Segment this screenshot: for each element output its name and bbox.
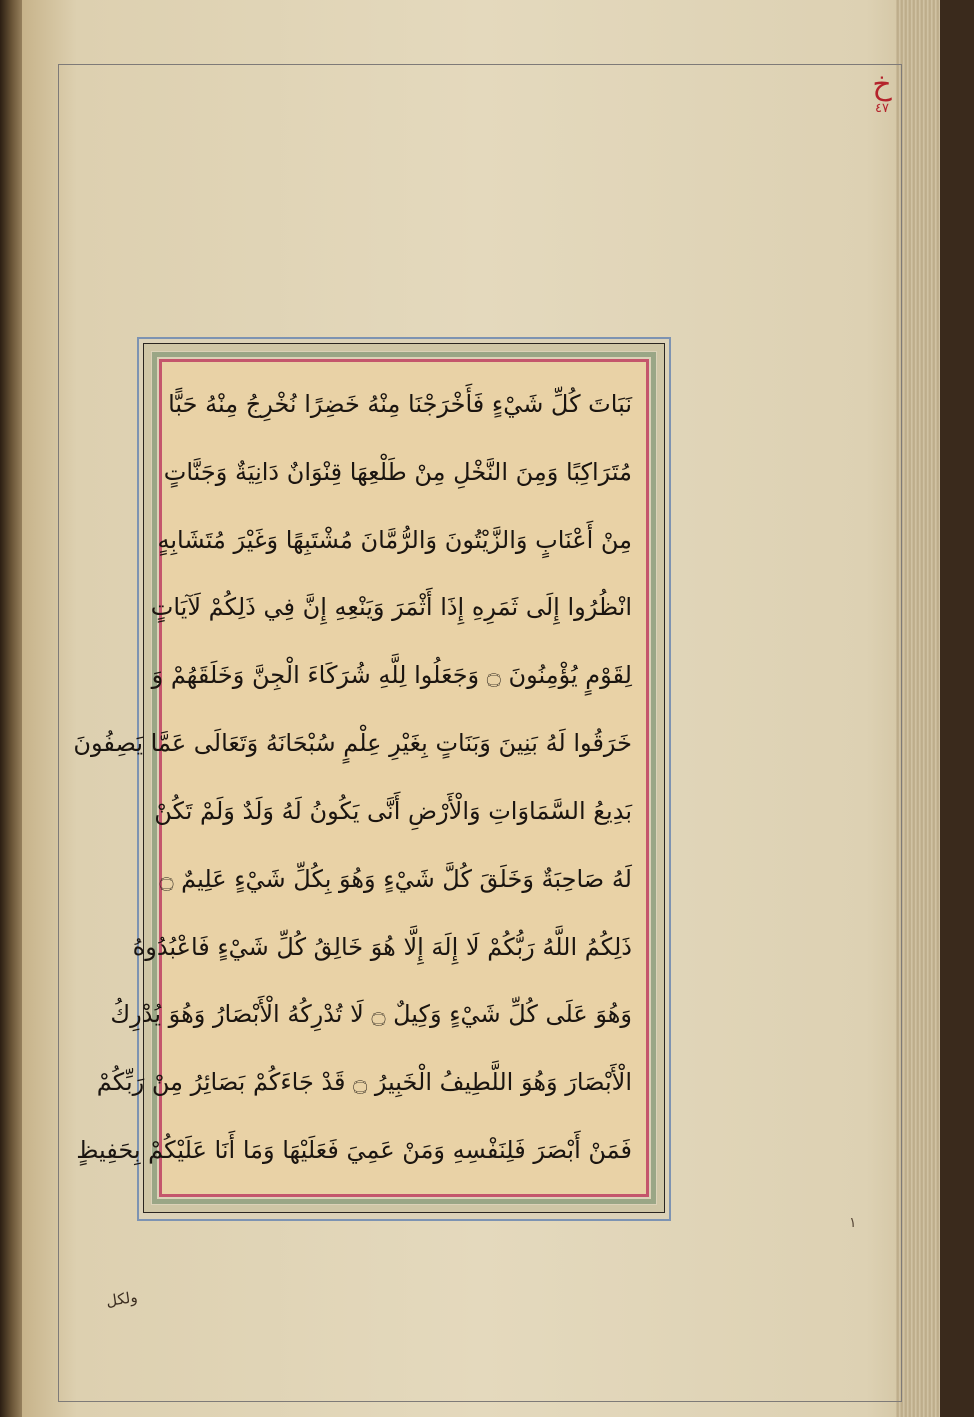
quran-text-block: [73, 372, 640, 1186]
text-line: مِنْ أَعْنَابٍ وَالزَّيْتُونَ وَالرُّمَّانَ مُشْتَبِهًا وَغَيْرَ مُتَشَابِهٍ: [157, 525, 632, 554]
text-line: نَبَاتَ كُلِّ شَيْءٍ فَأَخْرَجْنَا مِنْهُ خَضِرًا نُخْرِجُ مِنْهُ حَبًّا: [168, 390, 632, 418]
catchword: ولكل: [104, 1287, 139, 1311]
folio-letter: خ: [872, 67, 892, 102]
folio-number: [862, 67, 902, 116]
text-line: بَدِيعُ السَّمَاوَاتِ وَالْأَرْضِ أَنَّى يَكُونُ لَهُ وَلَدٌ وَلَمْ تَكُنْ: [154, 796, 632, 825]
text-line: الْأَبْصَارَ وَهُوَ اللَّطِيفُ الْخَبِيرُ ۝ قَدْ جَاءَكُمْ بَصَائِرُ مِنْ رَبِّكُمْ: [96, 1068, 632, 1097]
page-edges: [896, 0, 940, 1417]
text-line: وَهُوَ عَلَى كُلِّ شَيْءٍ وَكِيلٌ ۝ لَا تُدْرِكُهُ الْأَبْصَارُ وَهُوَ يُدْرِكُ: [110, 1000, 632, 1029]
text-line: لِقَوْمٍ يُؤْمِنُونَ ۝ وَجَعَلُوا لِلَّهِ شُرَكَاءَ الْجِنَّ وَخَلَقَهُمْ وَ: [151, 661, 632, 690]
margin-mark: ١: [849, 1215, 857, 1231]
text-line: انْظُرُوا إِلَى ثَمَرِهِ إِذَا أَثْمَرَ وَيَنْعِهِ إِنَّ فِي ذَلِكُمْ لَآيَاتٍ: [150, 593, 632, 622]
text-line: ذَلِكُمُ اللَّهُ رَبُّكُمْ لَا إِلَهَ إِلَّا هُوَ خَالِقُ كُلِّ شَيْءٍ فَاعْبُدُوهُ: [132, 932, 632, 961]
text-line: خَرَقُوا لَهُ بَنِينَ وَبَنَاتٍ بِغَيْرِ عِلْمٍ سُبْحَانَهُ وَتَعَالَى عَمَّا يَصِفُونَ: [73, 729, 632, 758]
text-line: لَهُ صَاحِبَةٌ وَخَلَقَ كُلَّ شَيْءٍ وَهُوَ بِكُلِّ شَيْءٍ عَلِيمٌ ۝: [159, 864, 632, 893]
text-line: فَمَنْ أَبْصَرَ فَلِنَفْسِهِ وَمَنْ عَمِيَ فَعَلَيْهَا وَمَا أَنَا عَلَيْكُمْ بِحَفِيظٍ: [76, 1135, 632, 1164]
folio-digits: ٤٧: [875, 101, 889, 116]
text-line: مُتَرَاكِبًا وَمِنَ النَّخْلِ مِنْ طَلْعِهَا قِنْوَانٌ دَانِيَةٌ وَجَنَّاتٍ: [163, 457, 632, 486]
